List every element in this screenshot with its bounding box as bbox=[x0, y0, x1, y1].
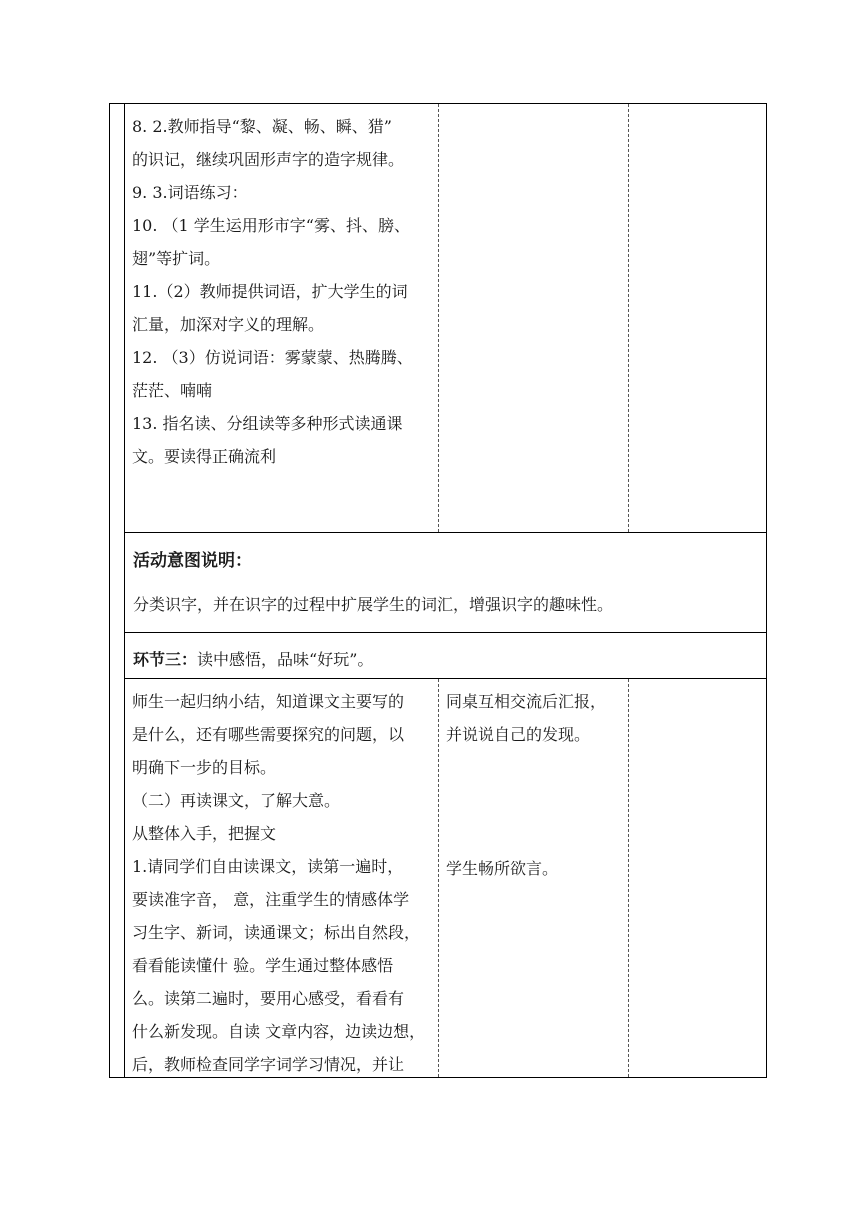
text-line: 师生一起归纳小结，知道课文主要写的 bbox=[132, 692, 405, 711]
bottom-middle-cell-b: 学生畅所欲言。 bbox=[446, 859, 559, 878]
text-line: 从整体入手，把握文 bbox=[132, 824, 277, 843]
row-divider-1 bbox=[124, 532, 767, 533]
text-line: 13. 指名读、分组读等多种形式读通课 bbox=[132, 414, 403, 433]
text-line: 9. 3.词语练习： bbox=[132, 183, 248, 202]
text-line: 10. （1 学生运用形市字“雾、抖、膀、 bbox=[132, 216, 410, 235]
row-divider-3 bbox=[124, 678, 767, 679]
intent-text: 分类识字，并在识字的过程中扩展学生的词汇，增强识字的趣味性。 bbox=[133, 595, 614, 614]
text-line: 后，教师检查同学字词学习情况，并让 bbox=[132, 1055, 405, 1074]
table-border-right bbox=[766, 103, 767, 1078]
text-line: 要读准字音， 意，注重学生的情感体学 bbox=[132, 890, 410, 909]
bottom-left-cell bbox=[132, 685, 425, 1081]
text-line: 11.（2）教师提供词语，扩大学生的词 bbox=[132, 282, 408, 301]
top-left-cell bbox=[132, 110, 413, 473]
col-divider-top-2 bbox=[628, 104, 629, 532]
text-line: 什么新发现。自读 文章内容，边读边想， bbox=[132, 1022, 426, 1041]
bottom-middle-cell-a bbox=[446, 685, 606, 751]
text-line: 8. 2.教师指导“黎、凝、畅、瞬、猎” bbox=[132, 117, 392, 136]
intent-heading: 活动意图说明： bbox=[133, 551, 252, 571]
step3-title: 读中感悟，品味“好玩”。 bbox=[197, 650, 374, 669]
text-line: 茫茫、喃喃 bbox=[132, 381, 213, 400]
text-line: 1.请同学们自由读课文，读第一遍时， bbox=[132, 857, 404, 876]
text-line: 的识记，继续巩固形声字的造字规律。 bbox=[132, 150, 405, 169]
text-line: 看看能读懂什 验。学生通过整体感悟 bbox=[132, 956, 394, 975]
text-line: 明确下一步的目标。 bbox=[132, 758, 277, 777]
text-line: 习生字、新词，读通课文；标出自然段， bbox=[132, 923, 421, 942]
step3-row bbox=[133, 647, 373, 670]
table-border-left-outer bbox=[109, 103, 110, 1078]
text-line: 12. （3）仿说词语：雾蒙蒙、热腾腾、 bbox=[132, 348, 413, 367]
text-line: 同桌互相交流后汇报， bbox=[446, 692, 607, 711]
text-line: 文。要读得正确流利 bbox=[132, 447, 277, 466]
col-divider-bottom-1 bbox=[438, 679, 439, 1077]
text-line: 是什么，还有哪些需要探究的问题，以 bbox=[132, 725, 405, 744]
table-border-left-inner bbox=[124, 103, 125, 1078]
col-divider-top-1 bbox=[438, 104, 439, 532]
row-divider-2 bbox=[124, 632, 767, 633]
text-line: 汇量，加深对字义的理解。 bbox=[132, 315, 325, 334]
text-line: 么。读第二遍时，要用心感受，看看有 bbox=[132, 989, 405, 1008]
text-line: 并说说自己的发现。 bbox=[446, 725, 591, 744]
col-divider-bottom-2 bbox=[628, 679, 629, 1077]
step3-label: 环节三： bbox=[133, 650, 198, 669]
text-line: （二）再读课文，了解大意。 bbox=[132, 791, 341, 810]
text-line: 翅”等扩词。 bbox=[132, 249, 221, 268]
